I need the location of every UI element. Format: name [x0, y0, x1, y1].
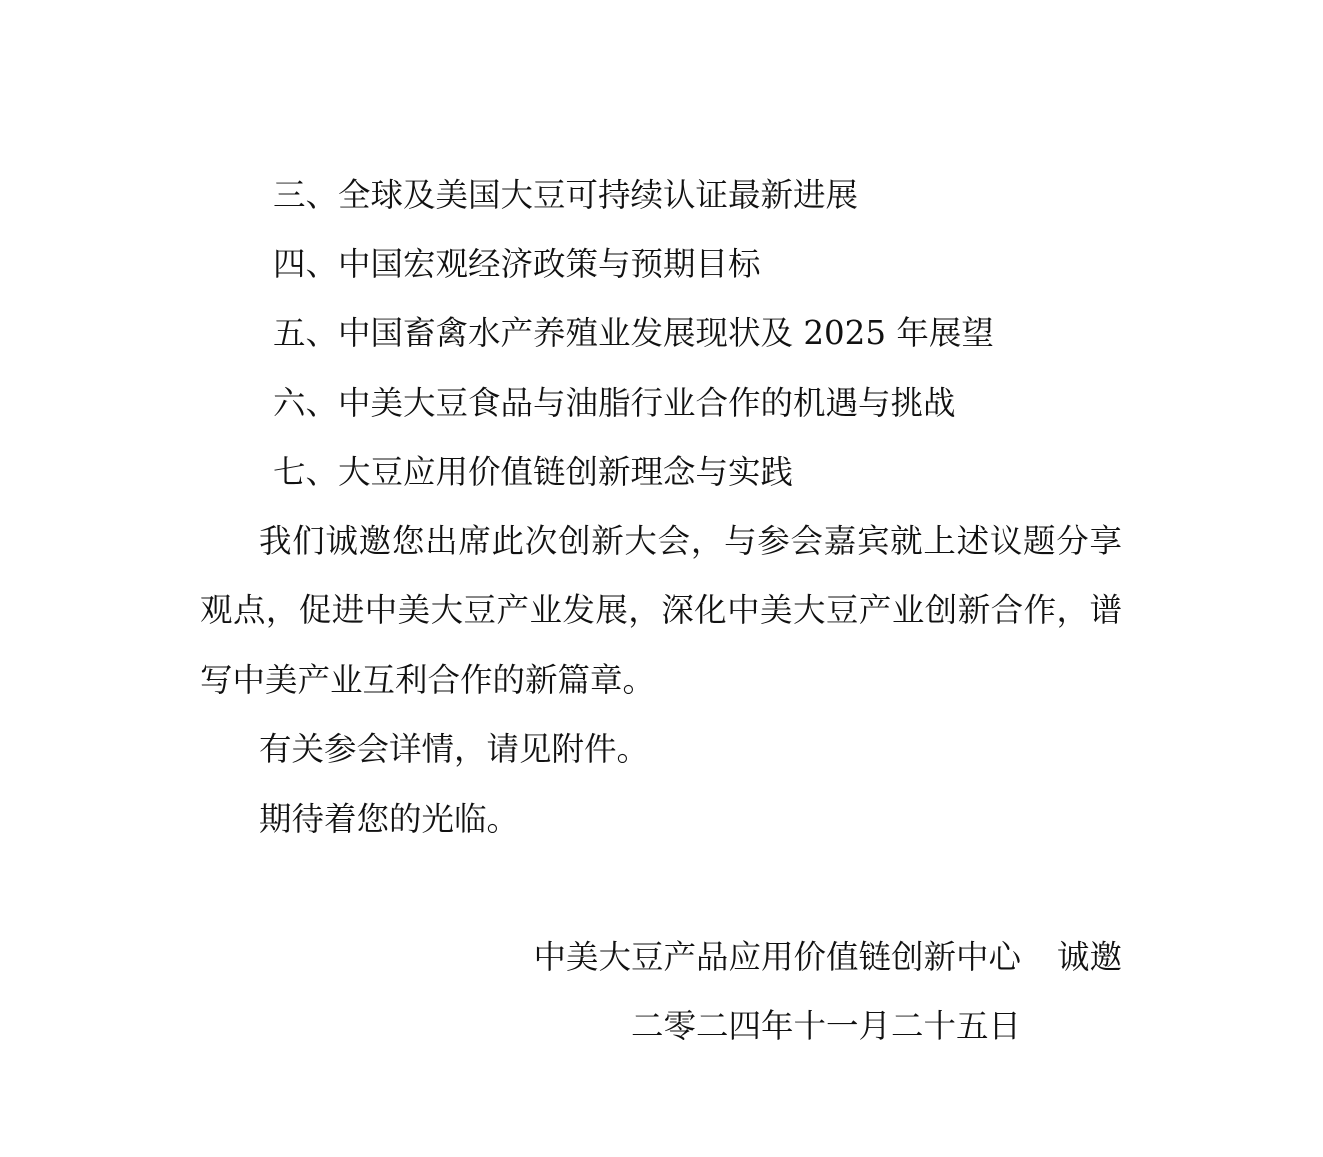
invitation-paragraph-line: 观点，促进中美大豆产业发展，深化中美大豆产业创新合作，谱 [200, 591, 1122, 629]
agenda-item: 七、大豆应用价值链创新理念与实践 [273, 453, 794, 491]
signature-organization: 中美大豆产品应用价值链创新中心 [533, 938, 1021, 976]
closing-line: 期待着您的光临。 [259, 800, 520, 838]
agenda-item: 三、全球及美国大豆可持续认证最新进展 [273, 176, 859, 214]
agenda-item: 六、中美大豆食品与油脂行业合作的机遇与挑战 [273, 384, 956, 422]
attachment-note: 有关参会详情，请见附件。 [259, 730, 650, 768]
invitation-paragraph-line: 我们诚邀您出席此次创新大会，与参会嘉宾就上述议题分享 [259, 522, 1122, 560]
agenda-item: 五、中国畜禽水产养殖业发展现状及 2025 年展望 [273, 314, 994, 352]
invitation-paragraph-line: 写中美产业互利合作的新篇章。 [200, 661, 656, 699]
agenda-item: 四、中国宏观经济政策与预期目标 [273, 245, 761, 283]
signature-invite: 诚邀 [1056, 938, 1122, 976]
signature-date: 二零二四年十一月二十五日 [630, 1007, 1021, 1045]
